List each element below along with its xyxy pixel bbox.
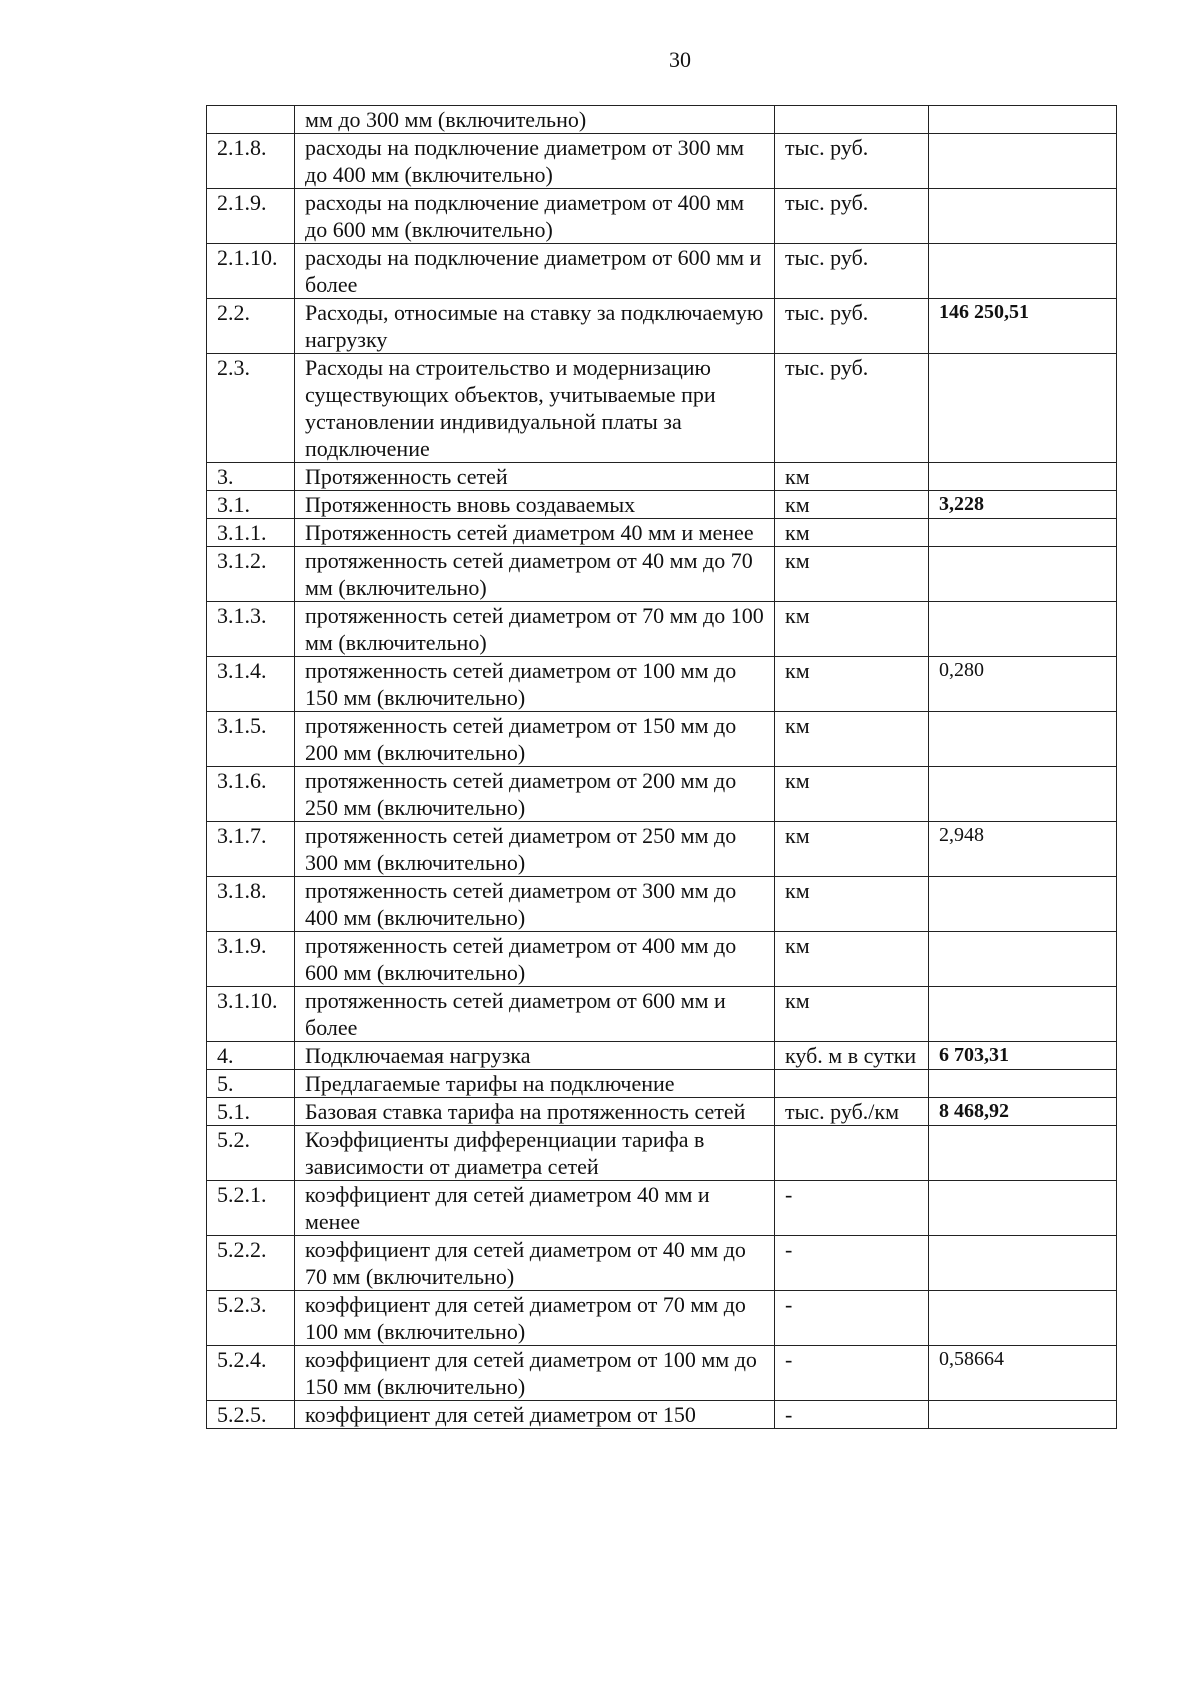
- row-number-cell: [207, 106, 295, 134]
- row-name-cell: мм до 300 мм (включительно): [295, 106, 775, 134]
- row-name-cell: коэффициент для сетей диаметром от 100 мм до 150 мм (включительно): [295, 1346, 775, 1401]
- row-value-cell: [929, 877, 1117, 932]
- row-unit-cell: км: [775, 822, 929, 877]
- row-number-cell: 2.2.: [207, 299, 295, 354]
- row-value-cell: [929, 1070, 1117, 1098]
- tariff-table: [206, 105, 1117, 1429]
- row-unit-cell: -: [775, 1181, 929, 1236]
- row-value-cell: 0,280: [929, 657, 1117, 712]
- row-unit-cell: -: [775, 1401, 929, 1429]
- row-number-cell: 3.1.5.: [207, 712, 295, 767]
- row-number-cell: 5.2.5.: [207, 1401, 295, 1429]
- row-name-cell: коэффициент для сетей диаметром 40 мм и менее: [295, 1181, 775, 1236]
- row-number-cell: 3.1.7.: [207, 822, 295, 877]
- page-number: 30: [669, 47, 691, 72]
- row-unit-cell: тыс. руб.: [775, 299, 929, 354]
- row-value-cell: [929, 1181, 1117, 1236]
- row-unit-cell: тыс. руб.: [775, 189, 929, 244]
- row-unit-cell: [775, 106, 929, 134]
- row-unit-cell: км: [775, 932, 929, 987]
- row-name-cell: расходы на подключение диаметром от 400 мм до 600 мм (включительно): [295, 189, 775, 244]
- row-value-cell: [929, 354, 1117, 463]
- row-value-cell: [929, 602, 1117, 657]
- row-value-cell: 3,228: [929, 491, 1117, 519]
- row-value-cell: 146 250,51: [929, 299, 1117, 354]
- row-value-cell: [929, 1291, 1117, 1346]
- row-value-cell: [929, 1236, 1117, 1291]
- row-unit-cell: км: [775, 463, 929, 491]
- row-unit-cell: тыс. руб./км: [775, 1098, 929, 1126]
- table-row: [207, 767, 1117, 822]
- table-row: [207, 822, 1117, 877]
- row-name-cell: Расходы на строительство и модернизацию существующих объектов, учитываемые при установлении индивидуальной платы за подключение: [295, 354, 775, 463]
- table-row: [207, 1181, 1117, 1236]
- row-unit-cell: куб. м в сутки: [775, 1042, 929, 1070]
- row-name-cell: протяженность сетей диаметром от 40 мм до 70 мм (включительно): [295, 547, 775, 602]
- row-value-cell: [929, 767, 1117, 822]
- row-name-cell: расходы на подключение диаметром от 300 мм до 400 мм (включительно): [295, 134, 775, 189]
- row-number-cell: 3.1.1.: [207, 519, 295, 547]
- table-row: [207, 712, 1117, 767]
- table-row: [207, 491, 1117, 519]
- row-unit-cell: км: [775, 547, 929, 602]
- row-number-cell: 2.1.9.: [207, 189, 295, 244]
- row-name-cell: Протяженность сетей: [295, 463, 775, 491]
- row-unit-cell: -: [775, 1236, 929, 1291]
- table-row: [207, 1346, 1117, 1401]
- row-value-cell: [929, 519, 1117, 547]
- row-value-cell: [929, 712, 1117, 767]
- row-value-cell: 0,58664: [929, 1346, 1117, 1401]
- row-unit-cell: км: [775, 987, 929, 1042]
- table-row: [207, 299, 1117, 354]
- row-number-cell: 3.1.8.: [207, 877, 295, 932]
- row-name-cell: Протяженность вновь создаваемых: [295, 491, 775, 519]
- table-row: [207, 1070, 1117, 1098]
- row-value-cell: [929, 1401, 1117, 1429]
- row-unit-cell: км: [775, 767, 929, 822]
- row-name-cell: Подключаемая нагрузка: [295, 1042, 775, 1070]
- row-name-cell: протяженность сетей диаметром от 200 мм до 250 мм (включительно): [295, 767, 775, 822]
- row-number-cell: 3.1.10.: [207, 987, 295, 1042]
- table-row: [207, 1236, 1117, 1291]
- row-number-cell: 5.: [207, 1070, 295, 1098]
- row-number-cell: 5.1.: [207, 1098, 295, 1126]
- row-value-cell: [929, 1126, 1117, 1181]
- row-unit-cell: км: [775, 519, 929, 547]
- row-name-cell: протяженность сетей диаметром от 250 мм до 300 мм (включительно): [295, 822, 775, 877]
- row-value-cell: 2,948: [929, 822, 1117, 877]
- table-row: [207, 987, 1117, 1042]
- row-value-cell: [929, 244, 1117, 299]
- row-value-cell: 8 468,92: [929, 1098, 1117, 1126]
- row-number-cell: 5.2.: [207, 1126, 295, 1181]
- row-name-cell: Базовая ставка тарифа на протяженность сетей: [295, 1098, 775, 1126]
- row-value-cell: [929, 547, 1117, 602]
- row-value-cell: [929, 932, 1117, 987]
- table-row: [207, 1042, 1117, 1070]
- row-number-cell: 3.1.2.: [207, 547, 295, 602]
- row-value-cell: [929, 106, 1117, 134]
- row-value-cell: [929, 463, 1117, 491]
- table-row: [207, 1291, 1117, 1346]
- row-number-cell: 3.1.: [207, 491, 295, 519]
- table-row: [207, 1126, 1117, 1181]
- row-number-cell: 3.1.4.: [207, 657, 295, 712]
- row-number-cell: 3.1.9.: [207, 932, 295, 987]
- row-number-cell: 3.: [207, 463, 295, 491]
- row-number-cell: 5.2.1.: [207, 1181, 295, 1236]
- row-unit-cell: км: [775, 877, 929, 932]
- row-value-cell: [929, 189, 1117, 244]
- table-row: [207, 657, 1117, 712]
- table-row: [207, 1098, 1117, 1126]
- row-name-cell: протяженность сетей диаметром от 600 мм и более: [295, 987, 775, 1042]
- row-unit-cell: [775, 1070, 929, 1098]
- table-row: [207, 354, 1117, 463]
- row-number-cell: 3.1.3.: [207, 602, 295, 657]
- row-name-cell: Коэффициенты дифференциации тарифа в зависимости от диаметра сетей: [295, 1126, 775, 1181]
- row-number-cell: 3.1.6.: [207, 767, 295, 822]
- table-row: [207, 463, 1117, 491]
- table-row: [207, 1401, 1117, 1429]
- row-name-cell: протяженность сетей диаметром от 70 мм до 100 мм (включительно): [295, 602, 775, 657]
- row-number-cell: 2.1.8.: [207, 134, 295, 189]
- row-unit-cell: -: [775, 1346, 929, 1401]
- table-row: [207, 244, 1117, 299]
- row-name-cell: Протяженность сетей диаметром 40 мм и менее: [295, 519, 775, 547]
- row-name-cell: Предлагаемые тарифы на подключение: [295, 1070, 775, 1098]
- table-row: [207, 134, 1117, 189]
- row-number-cell: 5.2.2.: [207, 1236, 295, 1291]
- table-row: [207, 877, 1117, 932]
- table-row: [207, 519, 1117, 547]
- row-name-cell: коэффициент для сетей диаметром от 70 мм до 100 мм (включительно): [295, 1291, 775, 1346]
- row-name-cell: протяженность сетей диаметром от 300 мм до 400 мм (включительно): [295, 877, 775, 932]
- row-number-cell: 2.1.10.: [207, 244, 295, 299]
- row-unit-cell: [775, 1126, 929, 1181]
- row-name-cell: коэффициент для сетей диаметром от 150: [295, 1401, 775, 1429]
- row-value-cell: [929, 134, 1117, 189]
- row-unit-cell: км: [775, 657, 929, 712]
- row-unit-cell: км: [775, 712, 929, 767]
- row-value-cell: [929, 987, 1117, 1042]
- row-name-cell: расходы на подключение диаметром от 600 мм и более: [295, 244, 775, 299]
- row-unit-cell: км: [775, 602, 929, 657]
- row-number-cell: 2.3.: [207, 354, 295, 463]
- row-unit-cell: -: [775, 1291, 929, 1346]
- row-name-cell: протяженность сетей диаметром от 100 мм до 150 мм (включительно): [295, 657, 775, 712]
- row-number-cell: 4.: [207, 1042, 295, 1070]
- row-unit-cell: тыс. руб.: [775, 354, 929, 463]
- row-unit-cell: тыс. руб.: [775, 244, 929, 299]
- row-unit-cell: тыс. руб.: [775, 134, 929, 189]
- row-name-cell: протяженность сетей диаметром от 400 мм до 600 мм (включительно): [295, 932, 775, 987]
- table-row: [207, 189, 1117, 244]
- row-unit-cell: км: [775, 491, 929, 519]
- table-row: [207, 602, 1117, 657]
- table-body: [207, 106, 1117, 1429]
- row-name-cell: Расходы, относимые на ставку за подключаемую нагрузку: [295, 299, 775, 354]
- row-name-cell: протяженность сетей диаметром от 150 мм до 200 мм (включительно): [295, 712, 775, 767]
- row-value-cell: 6 703,31: [929, 1042, 1117, 1070]
- table-row: [207, 932, 1117, 987]
- table-row: [207, 106, 1117, 134]
- row-number-cell: 5.2.3.: [207, 1291, 295, 1346]
- row-number-cell: 5.2.4.: [207, 1346, 295, 1401]
- table-row: [207, 547, 1117, 602]
- row-name-cell: коэффициент для сетей диаметром от 40 мм до 70 мм (включительно): [295, 1236, 775, 1291]
